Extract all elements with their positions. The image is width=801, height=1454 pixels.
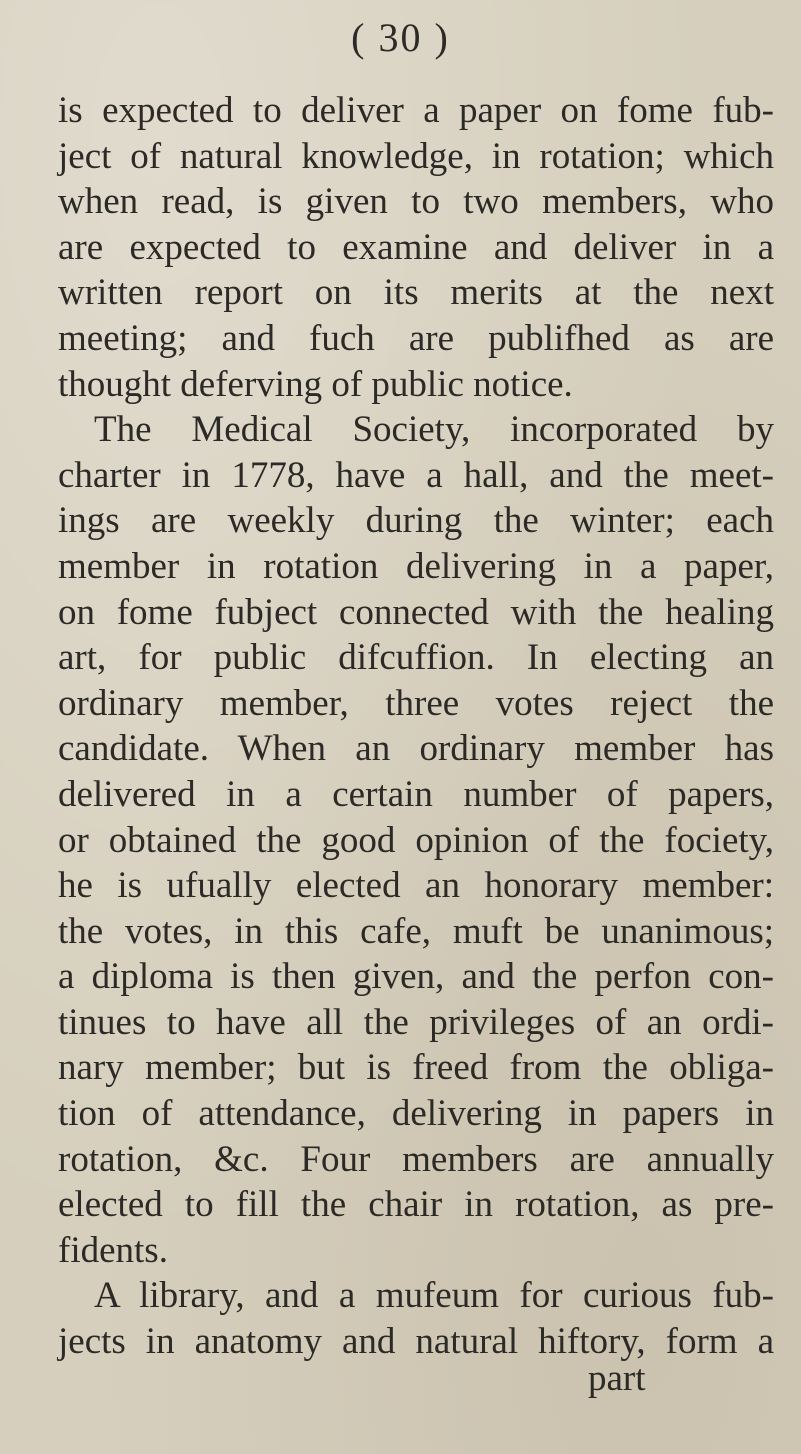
text-line: are expected to examine and deliver in a [58, 226, 774, 268]
text-line: jects in anatomy and natural hiftory, form a [58, 1321, 774, 1363]
text-line: ings are weekly during the winter; each [58, 500, 774, 542]
text-line: delivered in a certain number of papers, [58, 773, 774, 815]
text-line: charter in 1778, have a hall, and the meet- [58, 454, 774, 496]
text-line: written report on its merits at the next [58, 272, 774, 314]
body-text [58, 88, 774, 1365]
text-line: a diploma is then given, and the perfon con- [58, 956, 774, 998]
text-line: nary member; but is freed from the obliga- [58, 1047, 774, 1089]
text-line: thought deferving of public notice. [58, 363, 573, 405]
text-line: candidate. When an ordinary member has [58, 728, 774, 770]
text-line: or obtained the good opinion of the fociety, [58, 819, 774, 861]
text-line: fidents. [58, 1229, 168, 1271]
text-line: meeting; and fuch are publifhed as are [58, 317, 774, 359]
text-line: he is ufually elected an honorary member: [58, 865, 774, 907]
page-number: ( 30 ) [351, 15, 450, 60]
text-line: tion of attendance, delivering in papers in [58, 1093, 774, 1135]
text-line: art, for public difcuffion. In electing an [58, 637, 774, 679]
text-line: rotation, &c. Four members are annually [58, 1138, 774, 1180]
text-line: the votes, in this cafe, muft be unanimous; [58, 910, 774, 952]
text-line: is expected to deliver a paper on fome fub- [58, 90, 774, 131]
paragraph-start-line: A library, and a mufeum for curious fub- [94, 1275, 774, 1317]
text-line: ordinary member, three votes reject the [58, 682, 774, 724]
text-line: member in rotation delivering in a paper, [58, 545, 774, 587]
catchword: part [588, 1358, 646, 1399]
text-line: tinues to have all the privileges of an ordi- [58, 1001, 774, 1043]
text-line: on fome fubject connected with the healing [58, 591, 774, 633]
text-line: when read, is given to two members, who [58, 181, 774, 223]
text-line: ject of natural knowledge, in rotation; which [58, 135, 774, 177]
text-line: elected to fill the chair in rotation, as pre- [58, 1184, 774, 1226]
paragraph-start-line: The Medical Society, incorporated by [94, 409, 774, 451]
